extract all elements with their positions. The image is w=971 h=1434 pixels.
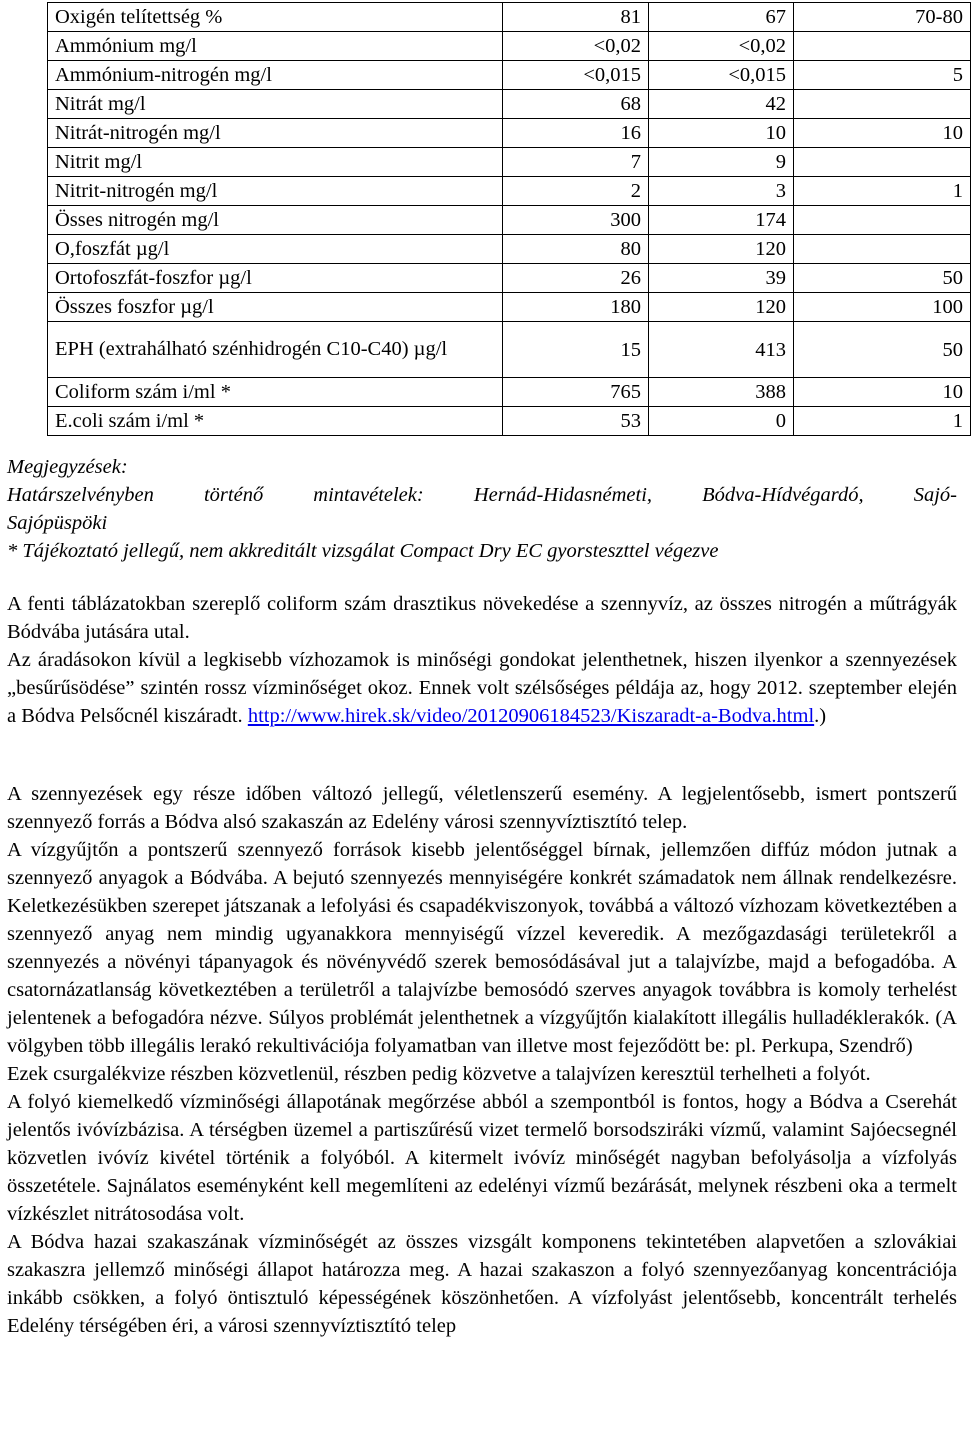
value-cell: 67 [649, 3, 794, 32]
value-cell: 9 [649, 148, 794, 177]
value-cell: 39 [649, 264, 794, 293]
limit-cell [794, 148, 971, 177]
table-row [48, 32, 971, 61]
value-cell: 16 [503, 119, 649, 148]
section-1 [7, 590, 957, 730]
row-label: Ortofoszfát-foszfor µg/l [48, 264, 503, 293]
paragraph: A vízgyűjtőn a pontszerű szennyező források kisebb jelentőséggel bírnak, jellemzően diffúz módon jutnak a szennyező anyagok a Bódvába. A bejutó szennyezés mennyiségére konkrét számadatok nem állnak rendelkezésre. Keletkezésükben szerepet játszanak a lefolyási és csapadékviszonyok, továbbá a változó vízhozam következtében a szennyező anyag nem mindig ugyanakkora mennyiségű vízzel keveredik. A mezőgazdasági területekről a szennyezés a növényi tápanyagok és növényvédő szerek bemosódásával jut a talajvízbe, majd a befogadóba. A csatornázatlanság következtében a területről a talajvízbe bemosódó szerves anyagok továbbra is komoly terhelést jelentenek a befogadóra nézve. Súlyos problémát jelenthetnek a vízgyűjtőn kialakított illegális hulladéklerakók. (A völgyben több illegális lerakó rekultivációja folyamatban van illetve most fejeződött be: pl. Perkupa, Szendrő) [7, 839, 957, 1057]
row-label: Coliform szám i/ml * [48, 378, 503, 407]
paragraph: A folyó kiemelkedő vízminőségi állapotának megőrzése abból a szempontból is fontos, hogy a Bódva a Cserehát jelentős ivóvízbázisa. A térségben üzemel a partiszűrésű vizet termelő borsodsziráki vízmű, valamint Sajóecsegnél közvetlen ivóvíz kivétel történik a folyóból. A kitermelt ivóvíz minőségét nagyban befolyásolja a vízfolyás összetétele. Sajnálatos eseményként kell megemlíteni az edelényi vízmű bezárását, melynek részbeni oka a termelt vízkészlet nitrátosodása volt. [7, 1091, 957, 1225]
table-row [48, 206, 971, 235]
notes-line-1: Határszelvényben történő mintavételek: Hernád-Hidasnémeti, Bódva-Hídvégardó, Sajó- [7, 484, 957, 506]
limit-cell [794, 90, 971, 119]
value-cell: 42 [649, 90, 794, 119]
table-row [48, 264, 971, 293]
row-label: Ammónium mg/l [48, 32, 503, 61]
table-row [48, 90, 971, 119]
row-label: O,foszfát µg/l [48, 235, 503, 264]
value-cell: 15 [503, 322, 649, 378]
link-suffix: .) [814, 705, 827, 727]
notes-heading: Megjegyzések: [7, 456, 128, 478]
row-label: Nitrát mg/l [48, 90, 503, 119]
paragraph: A fenti táblázatokban szereplő coliform szám drasztikus növekedése a szennyvíz, az összes nitrogén a műtrágyák Bódvába jutására utal. [7, 593, 957, 643]
value-cell: 300 [503, 206, 649, 235]
limit-cell: 10 [794, 119, 971, 148]
table-row [48, 378, 971, 407]
value-cell: 765 [503, 378, 649, 407]
value-cell: 413 [649, 322, 794, 378]
paragraph: A Bódva hazai szakaszának vízminőségét az összes vizsgált komponens tekintetében alapvetően a szlovákiai szakaszra jellemző minőségi állapot határozza meg. A hazai szakaszon a folyó szennyezőanyag koncentrációja inkább csökken, a folyó öntisztuló képességének köszönhetően. A vízfolyást jelentősebb, koncentrált terhelés Edelény térségében éri, a városi szennyvíztisztító telep [7, 1231, 957, 1337]
table-row [48, 119, 971, 148]
value-cell: 120 [649, 235, 794, 264]
paragraph: A szennyezések egy része időben változó jellegű, véletlenszerű esemény. A legjelentősebb, ismert pontszerű szennyező forrás a Bódva alsó szakaszán az Edelény városi szennyvíztisztító telep. [7, 783, 957, 833]
value-cell: 7 [503, 148, 649, 177]
limit-cell: 10 [794, 378, 971, 407]
value-cell: 2 [503, 177, 649, 206]
limit-cell [794, 235, 971, 264]
value-cell: 80 [503, 235, 649, 264]
value-cell: 174 [649, 206, 794, 235]
table-row [48, 148, 971, 177]
value-cell: 53 [503, 407, 649, 436]
value-cell: 26 [503, 264, 649, 293]
table-row [48, 61, 971, 90]
notes-line-3: * Tájékoztató jellegű, nem akkreditált vizsgálat Compact Dry EC gyorsteszttel végezve [7, 540, 719, 562]
water-quality-table [47, 2, 971, 436]
limit-cell: 50 [794, 264, 971, 293]
row-label: Összes foszfor µg/l [48, 293, 503, 322]
value-cell: 388 [649, 378, 794, 407]
limit-cell: 50 [794, 322, 971, 378]
row-label: Össes nitrogén mg/l [48, 206, 503, 235]
row-label: Oxigén telítettség % [48, 3, 503, 32]
notes [7, 453, 957, 565]
row-label: Nitrit mg/l [48, 148, 503, 177]
value-cell: 3 [649, 177, 794, 206]
video-link[interactable]: http://www.hirek.sk/video/20120906184523/Kiszaradt-a-Bodva.html [247, 705, 815, 727]
table-row [48, 293, 971, 322]
value-cell: <0,02 [649, 32, 794, 61]
row-label: Nitrit-nitrogén mg/l [48, 177, 503, 206]
row-label: Nitrát-nitrogén mg/l [48, 119, 503, 148]
row-label: Ammónium-nitrogén mg/l [48, 61, 503, 90]
paragraph-text: Az áradásokon kívül a legkisebb vízhozamok is minőségi gondokat jelenthetnek, hiszen ilyenkor a szennyezések „besűrűsödése” szintén rossz vízminőséget okoz. Ennek volt szélsőséges példája az, hogy 2012. szeptember elején a Bódva Pelsőcnél kiszáradt. [7, 649, 957, 727]
limit-cell [794, 32, 971, 61]
row-label: EPH (extrahálható szénhidrogén C10-C40) µg/l [48, 322, 503, 378]
paragraph [7, 646, 957, 730]
table-row [48, 235, 971, 264]
value-cell: <0,02 [503, 32, 649, 61]
table-row [48, 177, 971, 206]
limit-cell: 1 [794, 407, 971, 436]
limit-cell: 70-80 [794, 3, 971, 32]
value-cell: 180 [503, 293, 649, 322]
value-cell: 68 [503, 90, 649, 119]
value-cell: 81 [503, 3, 649, 32]
water-quality-table-body [48, 3, 971, 436]
limit-cell: 5 [794, 61, 971, 90]
value-cell: 120 [649, 293, 794, 322]
value-cell: <0,015 [649, 61, 794, 90]
row-label: E.coli szám i/ml * [48, 407, 503, 436]
section-2 [7, 780, 957, 1340]
value-cell: 0 [649, 407, 794, 436]
value-cell: <0,015 [503, 61, 649, 90]
limit-cell: 1 [794, 177, 971, 206]
table-row [48, 3, 971, 32]
table-row [48, 407, 971, 436]
value-cell: 10 [649, 119, 794, 148]
limit-cell: 100 [794, 293, 971, 322]
table-row [48, 322, 971, 378]
limit-cell [794, 206, 971, 235]
notes-line-2: Sajópüspöki [7, 512, 108, 534]
paragraph: Ezek csurgalékvize részben közvetlenül, részben pedig közvetve a talajvízen keresztül terhelheti a folyót. [7, 1063, 871, 1085]
